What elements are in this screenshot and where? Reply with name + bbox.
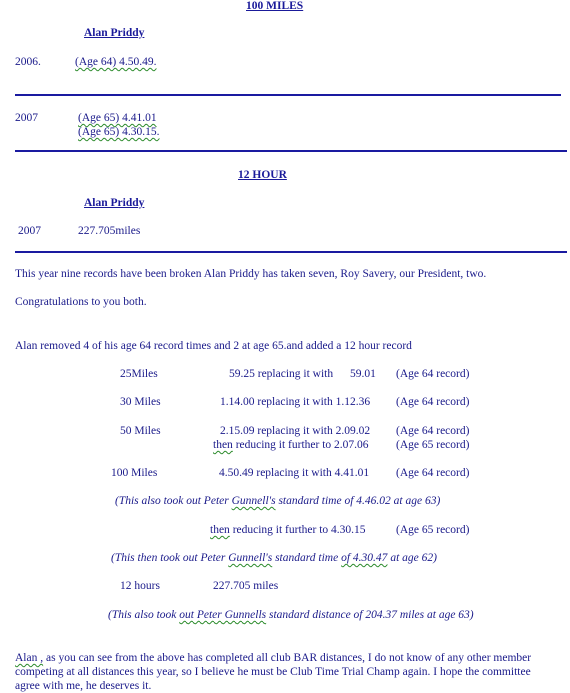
record-distance: 227.705miles (78, 225, 141, 237)
record-note: (Age 64 record) (396, 467, 470, 479)
record-detail: 1.14.00 replacing it with 1.12.36 (220, 396, 371, 408)
rider-name: Alan Priddy (84, 197, 145, 209)
record-distance: 50 Miles (120, 425, 161, 437)
record-detail: 59.25 replacing it with (229, 368, 334, 380)
record-time: (Age 65) 4.30.15. (78, 126, 160, 138)
closing-paragraph-line: competing at all distances this year, so I believe he must be Club Time Trial Champ again. I hope the committee (15, 666, 531, 678)
record-distance: 100 Miles (111, 467, 158, 479)
record-note: (Age 64 record) (396, 368, 470, 380)
record-time: (Age 64) 4.50.49. (75, 56, 157, 68)
record-note: (Age 65 record) (396, 439, 470, 451)
year: 2007 (15, 112, 38, 124)
record-detail: 227.705 miles (213, 580, 279, 592)
record-footnote: (This also took out Peter Gunnells standard distance of 204.37 miles at age 63) (108, 609, 474, 621)
congrats-text: Congratulations to you both. (15, 296, 147, 308)
record-detail: 4.50.49 replacing it with 4.41.01 (219, 467, 370, 479)
intro-text: This year nine records have been broken Alan Priddy has taken seven, Roy Savery, our President, two. (15, 268, 487, 280)
record-distance: 12 hours (120, 580, 160, 592)
closing-paragraph-line: Alan , as you can see from the above has completed all club BAR distances, I do not know of any other member (15, 652, 532, 664)
divider (15, 94, 561, 96)
rider-name: Alan Priddy (84, 27, 145, 39)
record-distance: 25Miles (120, 368, 158, 380)
summary-text: Alan removed 4 of his age 64 record times and 2 at age 65.and added a 12 hour record (15, 340, 412, 352)
record-distance: 30 Miles (120, 396, 161, 408)
record-detail: 2.15.09 replacing it with 2.09.02 (220, 425, 371, 437)
record-note: (Age 64 record) (396, 425, 470, 437)
divider (15, 150, 567, 152)
record-time: (Age 65) 4.41.01 (78, 112, 157, 124)
record-detail: then reducing it further to 4.30.15 (210, 524, 366, 536)
closing-paragraph-line: agree with me, he deserves it. (15, 680, 152, 692)
record-note: (Age 64 record) (396, 396, 470, 408)
year: 2007 (18, 225, 41, 237)
divider (15, 251, 567, 253)
record-detail: then reducing it further to 2.07.06 (213, 439, 369, 451)
year: 2006. (15, 56, 41, 68)
section-heading-100-miles: 100 MILES (246, 0, 304, 12)
section-heading-12-hour: 12 HOUR (238, 169, 287, 181)
record-note: (Age 65 record) (396, 524, 470, 536)
record-new-time: 59.01 (350, 368, 376, 380)
record-footnote: (This also took out Peter Gunnell's standard time of 4.46.02 at age 63) (115, 495, 441, 507)
record-footnote: (This then took out Peter Gunnell's standard time of 4.30.47 at age 62) (111, 552, 437, 564)
